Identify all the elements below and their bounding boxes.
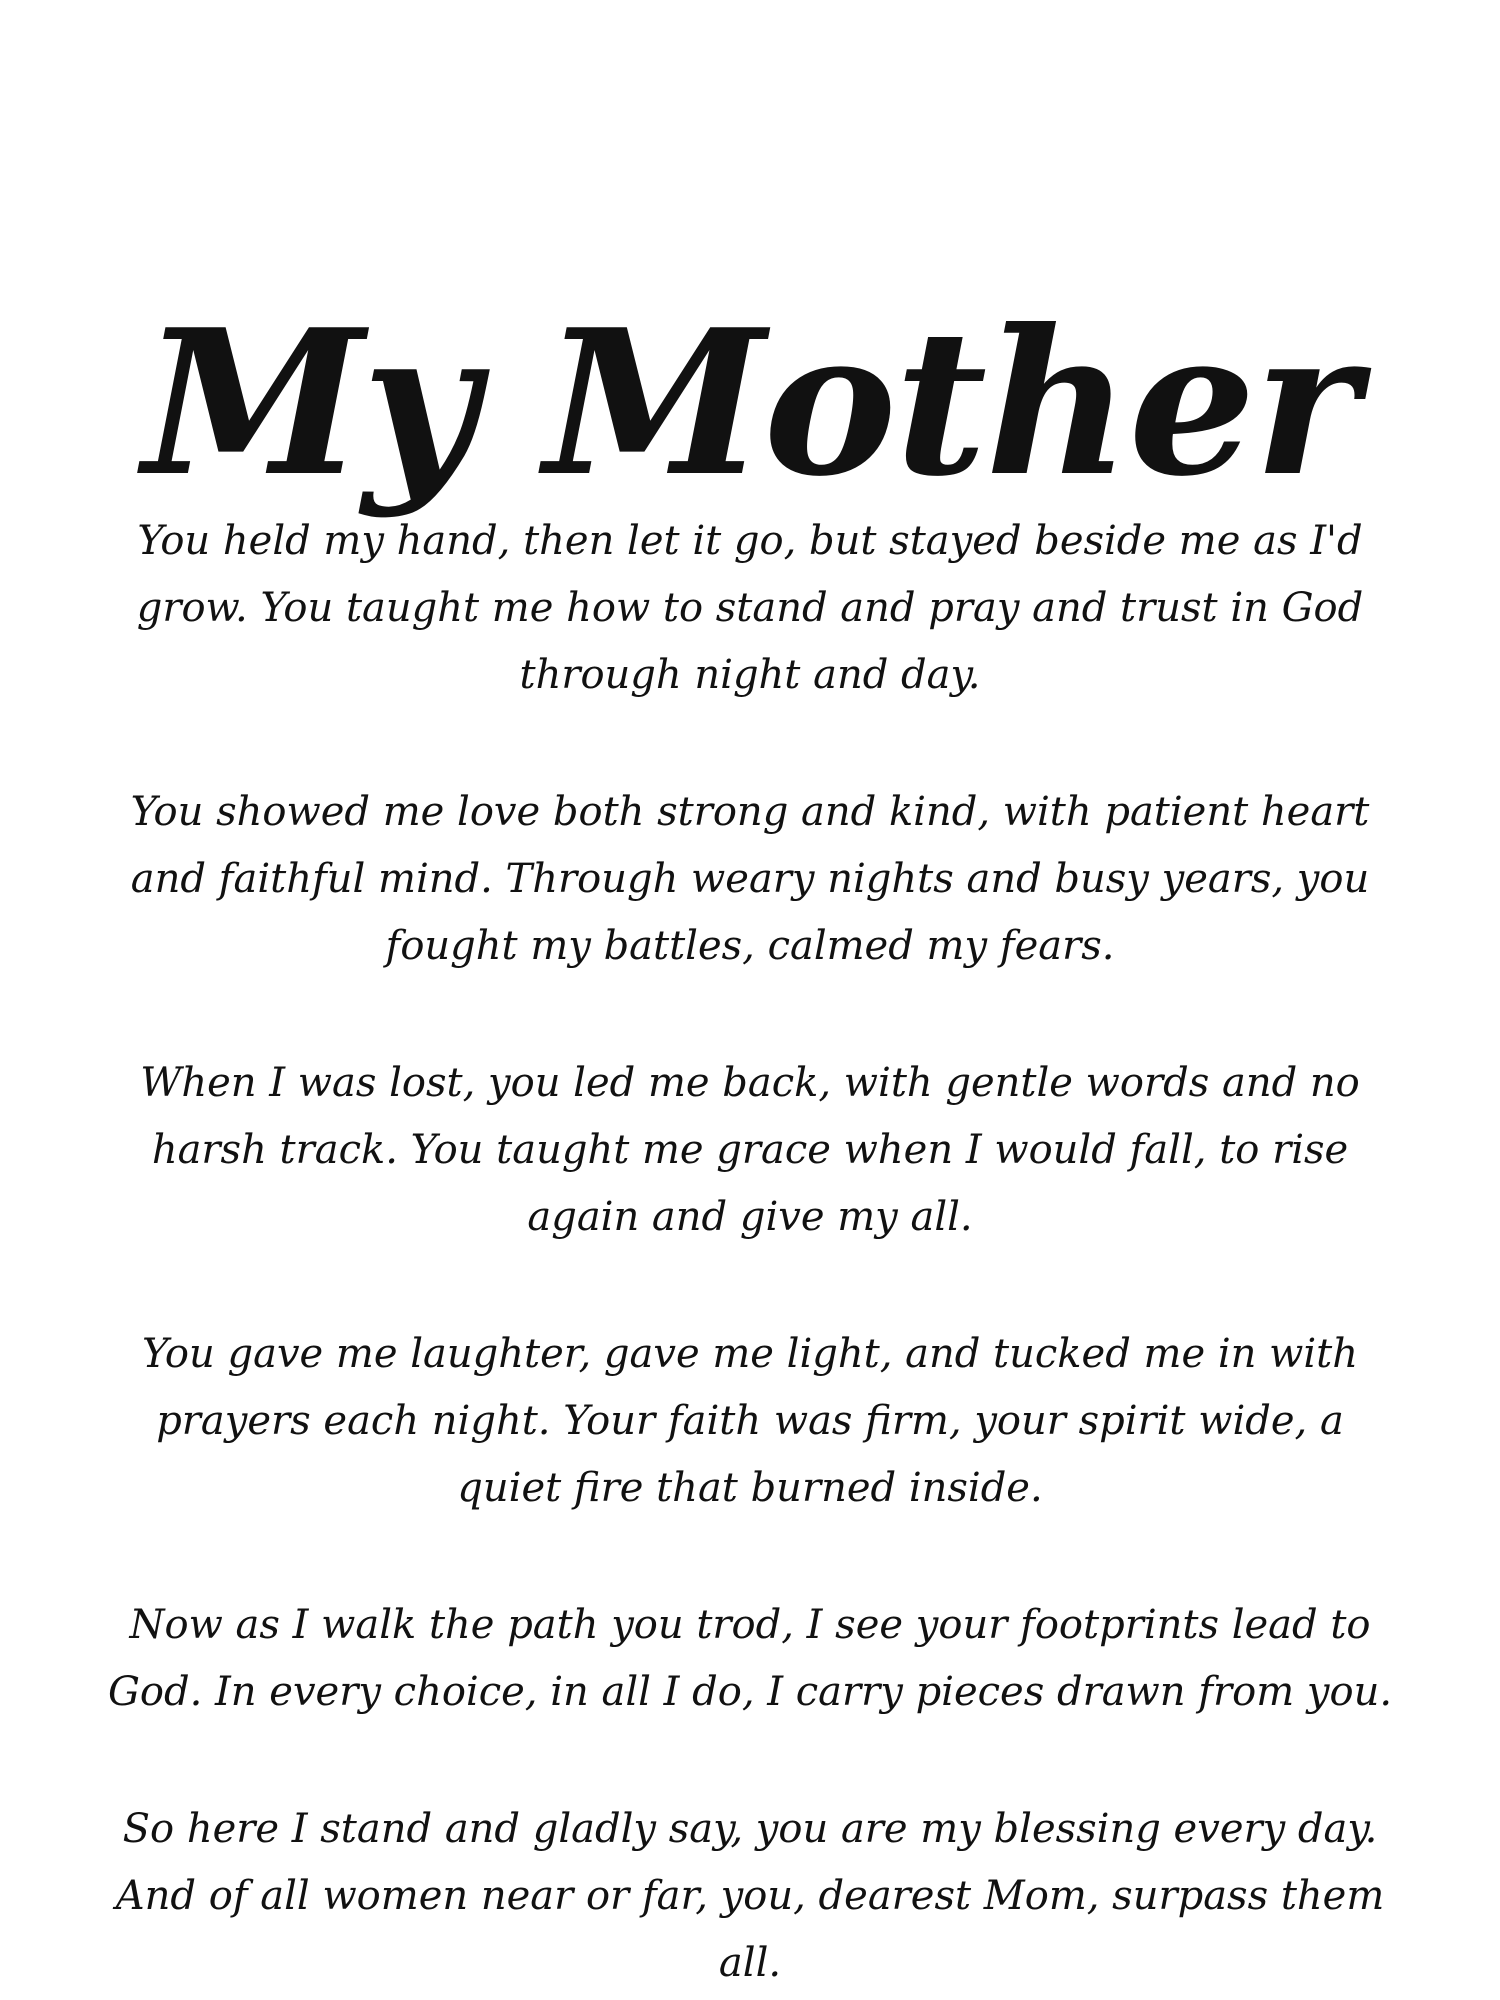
stanza-1: You held my hand, then let it go, but stayed beside me as I'd grow. You taught me how to stand and pray and trust in God through night and day. <box>136 518 1364 698</box>
poem-title: My Mother <box>142 286 1358 521</box>
stanza-5: Now as I walk the path you trod, I see your footprints lead to God. In every choice, in all I do, I carry pieces drawn from you. <box>107 1602 1393 1715</box>
stanza-6: So here I stand and gladly say, you are my blessing every day. And of all women near or far, you, dearest Mom, surpass them all. <box>115 1806 1385 1986</box>
stanza-4: You gave me laughter, gave me light, and tucked me in with prayers each night. Your faith was firm, your spirit wide, a quiet fire that burned inside. <box>142 1331 1358 1511</box>
poem-body <box>100 508 1400 1997</box>
stanza-3: When I was lost, you led me back, with gentle words and no harsh track. You taught me grace when I would fall, to rise again and give my all. <box>140 1060 1360 1240</box>
stanza-2: You showed me love both strong and kind, with patient heart and faithful mind. Through weary nights and busy years, you fought my battles, calmed my fears. <box>130 789 1370 969</box>
